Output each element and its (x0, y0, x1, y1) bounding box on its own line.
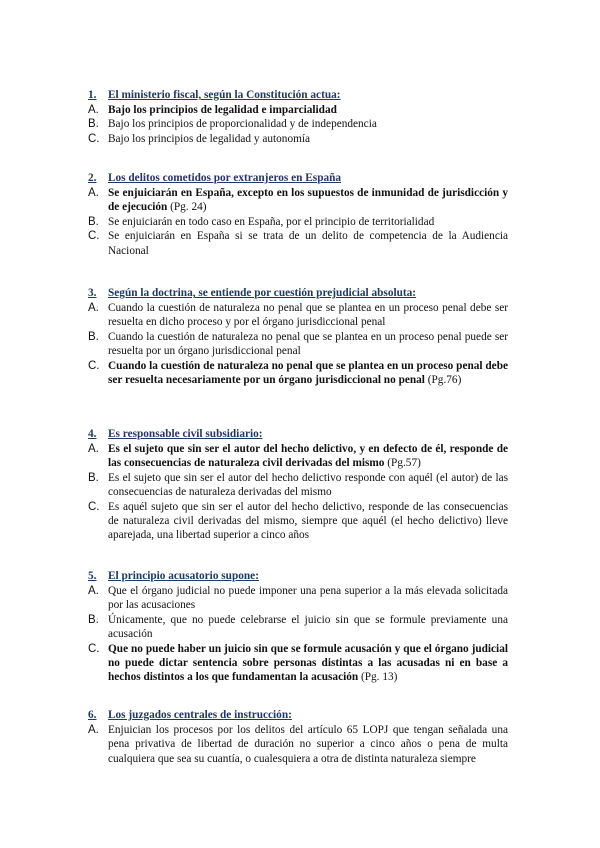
option-b (88, 613, 508, 642)
question-number: 3. (88, 287, 97, 299)
option-c (88, 229, 508, 258)
option-letter: C. (88, 642, 100, 655)
option-letter: B. (88, 118, 99, 131)
option-text-correct: Es el sujeto que sin ser el autor del hecho delictivo, y en defecto de él, responde de las consecuencias de naturaleza civil derivadas del mismo (108, 443, 508, 470)
option-a (88, 723, 508, 766)
option-text: Cuando la cuestión de naturaleza no penal que se plantea en un proceso penal debe ser resuelta en dicho proceso y por el órgano jurisdiccional penal (108, 302, 508, 329)
option-text-correct: Cuando la cuestión de naturaleza no penal que se plantea en un proceso penal debe ser resuelta necesariamente por un órgano jurisdiccional no penal (108, 359, 508, 387)
option-letter: C. (88, 132, 100, 145)
option-text-container (108, 359, 508, 388)
question-title (88, 171, 508, 185)
question-title (88, 708, 508, 722)
question-1 (88, 88, 508, 146)
question-text: Es responsable civil subsidiario: (108, 428, 263, 440)
question-text: Los delitos cometidos por extranjeros en España (108, 172, 342, 184)
option-a (88, 442, 508, 471)
option-text: Es aquél sujeto que sin ser el autor del hecho delictivo, responde de las consecuencias de naturaleza civil derivadas del mismo, siempre que aquél (el hecho delictivo) lleve aparejada, una libertad superior a cinco años (108, 500, 508, 542)
option-text-container (108, 186, 508, 215)
page-reference: (Pg.76) (427, 374, 462, 387)
option-a (88, 186, 508, 215)
page-reference: (Pg. 13) (360, 671, 398, 684)
option-text: Se enjuiciarán en todo caso en España, por el principio de territorialidad (108, 215, 435, 228)
option-text-correct: Se enjuiciarán en España, excepto en los supuestos de inmunidad de jurisdicción y de ejecución (108, 187, 508, 214)
question-number: 4. (88, 428, 97, 440)
option-a (88, 584, 508, 613)
option-text: Bajo los principios de legalidad y autonomía (108, 132, 311, 145)
option-text: Es el sujeto que sin ser el autor del hecho delictivo responde con aquél (el autor) de las consecuencias de naturaleza derivadas del mismo (108, 471, 508, 499)
option-c (88, 132, 508, 146)
option-a (88, 103, 508, 117)
question-title (88, 427, 508, 441)
question-3 (88, 286, 508, 387)
option-letter: B. (88, 471, 99, 484)
option-text: Enjuician los procesos por los delitos del artículo 65 LOPJ que tengan señalada una pena privativa de libertad de duración no superior a cinco años o pena de multa cualquiera que sea su cuantía, o cualesquiera a otra de distinta naturaleza siempre (108, 724, 508, 765)
question-number: 1. (88, 89, 97, 101)
question-number: 5. (88, 570, 97, 582)
option-b (88, 330, 508, 359)
question-text: Según la doctrina, se entiende por cuestión prejudicial absoluta: (108, 287, 417, 299)
option-letter: B. (88, 613, 99, 626)
question-text: El ministerio fiscal, según la Constitución actua: (108, 89, 341, 101)
question-text: Los juzgados centrales de instrucción: (108, 709, 292, 721)
question-number: 6. (88, 709, 97, 721)
option-letter: C. (88, 500, 100, 513)
option-text: Se enjuiciarán en España si se trata de un delito de competencia de la Audiencia Nacional (108, 230, 508, 257)
option-text: Bajo los principios de proporcionalidad y de independencia (108, 118, 377, 131)
question-2 (88, 171, 508, 258)
option-letter: B. (88, 330, 99, 343)
option-letter: A. (88, 302, 99, 314)
question-number: 2. (88, 172, 97, 184)
option-letter: C. (88, 230, 100, 243)
option-letter: A. (88, 104, 99, 116)
question-5 (88, 569, 508, 685)
option-c (88, 359, 508, 388)
option-letter: A. (88, 585, 99, 597)
page-reference: (Pg.57) (387, 457, 421, 470)
option-letter: A. (88, 724, 99, 736)
option-letter: A. (88, 443, 99, 455)
option-a (88, 301, 508, 330)
option-b (88, 117, 508, 131)
option-b (88, 471, 508, 500)
question-title (88, 569, 508, 583)
page-reference: (Pg. 24) (170, 201, 207, 214)
option-letter: A. (88, 187, 99, 199)
question-6 (88, 708, 508, 766)
question-4 (88, 427, 508, 543)
option-letter: B. (88, 215, 99, 228)
option-c (88, 500, 508, 543)
option-b (88, 215, 508, 229)
question-title (88, 286, 508, 300)
option-text-container (108, 442, 508, 471)
question-title (88, 88, 508, 102)
option-text-container (108, 642, 508, 685)
option-letter: C. (88, 359, 100, 372)
question-text: El principio acusatorio supone: (108, 570, 259, 582)
option-text-correct: Que no puede haber un juicio sin que se formule acusación y que el órgano judicial no puede dictar sentencia sobre personas distintas a las acusadas ni en base a hechos distintos a los que fundamentan la acusación (108, 642, 508, 684)
option-text: Que el órgano judicial no puede imponer una pena superior a la más elevada solicitada por las acusaciones (108, 585, 508, 612)
option-text-correct: Bajo los principios de legalidad e imparcialidad (108, 104, 337, 116)
option-text: Únicamente, que no puede celebrarse el juicio sin que se formule previamente una acusación (108, 613, 508, 641)
option-c (88, 642, 508, 685)
option-text: Cuando la cuestión de naturaleza no penal que se plantea en un proceso penal puede ser resuelta por un órgano jurisdiccional penal (108, 330, 508, 358)
